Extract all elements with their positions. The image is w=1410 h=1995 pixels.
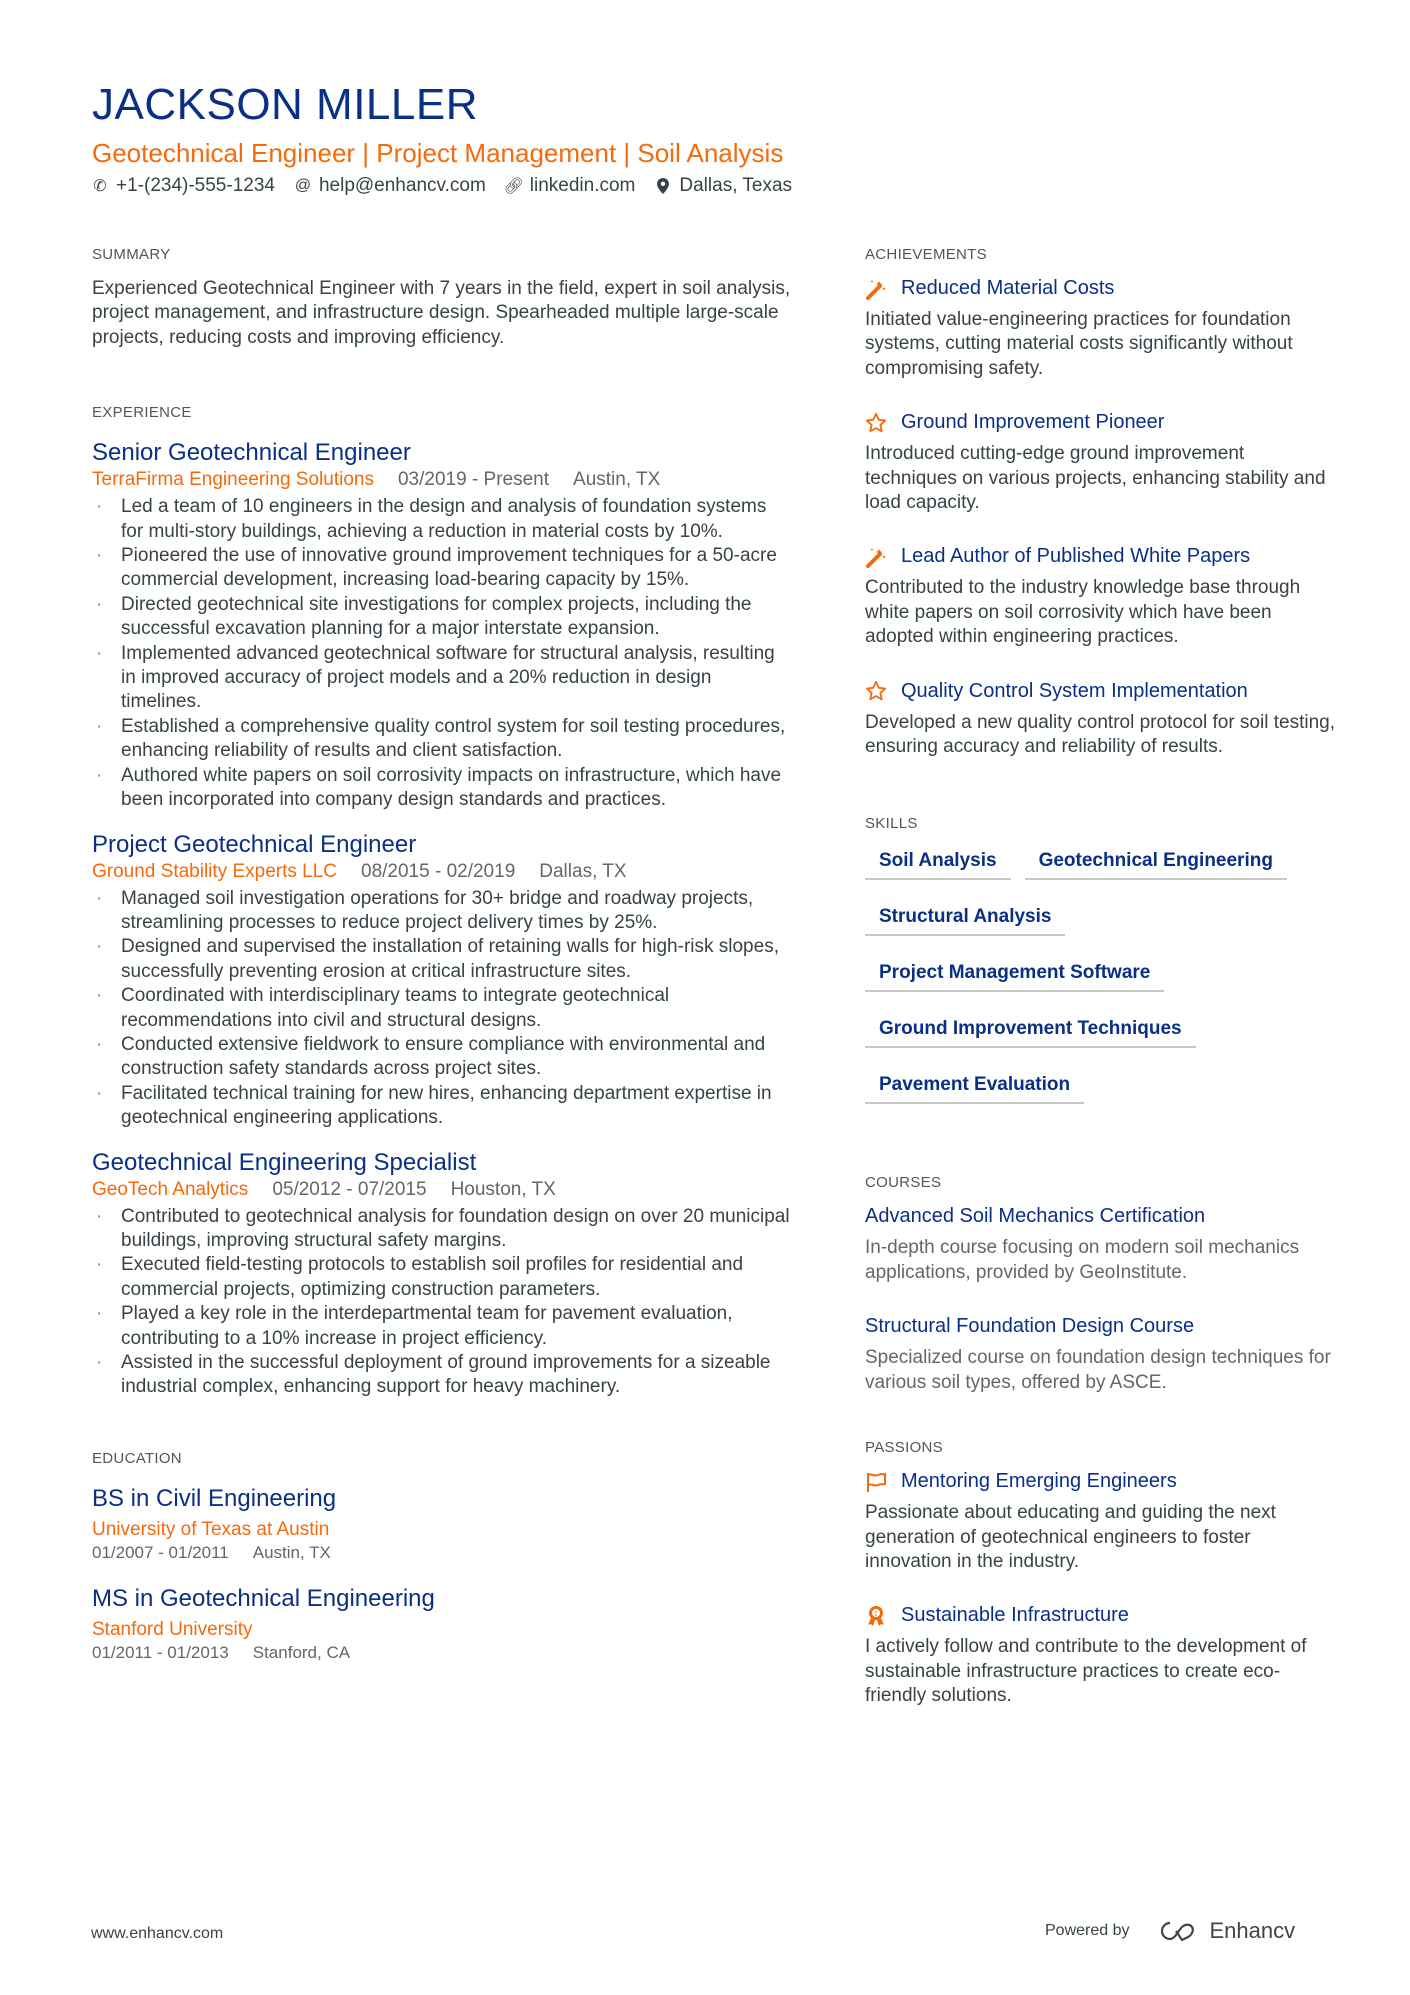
school-name: University of Texas at Austin — [92, 1518, 330, 1540]
company-name: TerraFirma Engineering Solutions — [92, 469, 374, 491]
job-bullet: · Assisted in the successful deployment of ground improvements for a sizeable industrial complex, enhancing support for heavy machinery. — [92, 1351, 792, 1400]
location-text: Dallas, Texas — [679, 175, 793, 196]
magic-wand-icon — [865, 546, 887, 568]
education-dates: 01/2011 - 01/2013 — [92, 1642, 229, 1662]
job-bullets — [92, 495, 792, 812]
contact-email[interactable] — [295, 175, 486, 197]
experience-list — [92, 439, 792, 1400]
summary-text: Experienced Geotechnical Engineer with 7 years in the field, expert in soil analysis, project management, and infrastructure design. Spearheaded multiple large-scale projects, reducing costs and improving efficiency. — [92, 278, 791, 348]
section-title-passions: PASSIONS — [865, 1439, 943, 1457]
star-icon — [865, 412, 887, 434]
magic-wand-icon — [865, 278, 887, 300]
job-title: Geotechnical Engineering Specialist — [92, 1148, 477, 1176]
skills-list — [865, 846, 1335, 1104]
school-name: Stanford University — [92, 1618, 253, 1640]
achievements-item — [865, 277, 1335, 381]
course-title: Advanced Soil Mechanics Certification — [865, 1205, 1206, 1228]
phone-text: +1-(234)-555-1234 — [116, 175, 275, 196]
course-description: In-depth course focusing on modern soil mechanics applications, provided by GeoInstitute. — [865, 1237, 1300, 1283]
passions-description: I actively follow and contribute to the development of sustainable infrastructure practices to create eco-friendly solutions. — [865, 1636, 1307, 1707]
skill-tag: Pavement Evaluation — [865, 1070, 1084, 1104]
courses-list — [865, 1205, 1335, 1395]
section-title-achievements: ACHIEVEMENTS — [865, 246, 987, 263]
left-column — [92, 246, 792, 1667]
passions-title: Mentoring Emerging Engineers — [901, 1470, 1177, 1493]
achievements-title: Ground Improvement Pioneer — [901, 411, 1165, 434]
education-list — [92, 1485, 792, 1663]
section-title-summary: SUMMARY — [92, 246, 171, 263]
powered-by-text: Powered by — [1045, 1922, 1130, 1939]
footer-branding — [1045, 1918, 1295, 1944]
course-title: Structural Foundation Design Course — [865, 1315, 1195, 1338]
job-bullet: · Coordinated with interdisciplinary teams to integrate geotechnical recommendations into civil and structural designs. — [92, 984, 792, 1033]
achievements-title: Quality Control System Implementation — [901, 679, 1248, 702]
achievements-description: Contributed to the industry knowledge base through white papers on soil corrosivity which have been adopted within engineering practices. — [865, 577, 1301, 648]
job-bullet: · Pioneered the use of innovative ground improvement techniques for a 50-acre commercial development, increasing load-bearing capacity by 15%. — [92, 544, 792, 593]
email-text[interactable]: help@enhancv.com — [318, 175, 486, 196]
job-bullet: · Authored white papers on soil corrosivity impacts on infrastructure, which have been incorporated into company design standards and practices. — [92, 764, 792, 813]
link-icon: 🔗︎ — [503, 178, 524, 195]
job-bullets — [92, 887, 792, 1131]
education-location: Stanford, CA — [252, 1642, 351, 1662]
achievements-description: Developed a new quality control protocol for soil testing, ensuring accuracy and reliability of results. — [865, 711, 1335, 758]
job-entry — [92, 1149, 792, 1400]
contact-bar — [92, 175, 792, 197]
job-bullet: · Led a team of 10 engineers in the design and analysis of foundation systems for multi-story buildings, achieving a reduction in material costs by 10%. — [92, 495, 792, 544]
education-location: Austin, TX — [252, 1542, 331, 1562]
course-item — [865, 1315, 1335, 1395]
course-item — [865, 1205, 1335, 1285]
achievements-description: Initiated value-engineering practices for foundation systems, cutting material costs significantly without compromising safety. — [865, 309, 1293, 379]
contact-location — [655, 175, 792, 197]
job-dates: 08/2015 - 02/2019 — [361, 860, 516, 882]
job-bullet: · Managed soil investigation operations for 30+ bridge and roadway projects, streamlining processes to reduce project delivery times by 25%. — [92, 887, 792, 936]
at-icon: @ — [294, 177, 312, 194]
job-location: Dallas, TX — [539, 860, 627, 882]
job-bullet: · Established a comprehensive quality control system for soil testing procedures, enhancing reliability of results and client satisfaction. — [92, 715, 792, 764]
job-dates: 03/2019 - Present — [397, 469, 550, 491]
section-title-education: EDUCATION — [92, 1449, 182, 1467]
course-description: Specialized course on foundation design techniques for various soil types, offered by ASCE. — [865, 1347, 1331, 1393]
job-bullet: · Conducted extensive fieldwork to ensure compliance with environmental and construction safety standards across project sites. — [92, 1033, 792, 1082]
linkedin-text[interactable]: linkedin.com — [529, 175, 636, 196]
section-title-experience: EXPERIENCE — [92, 404, 192, 422]
job-location: Austin, TX — [573, 469, 661, 491]
job-dates: 05/2012 - 07/2015 — [272, 1178, 427, 1200]
flag-icon — [865, 1471, 887, 1493]
achievements-description: Introduced cutting-edge ground improvement techniques on various projects, enhancing stability and load capacity. — [865, 443, 1326, 514]
contact-linkedin[interactable] — [503, 175, 636, 197]
contact-phone — [92, 175, 275, 197]
job-meta — [92, 469, 792, 491]
enhancv-logo-icon — [1156, 1919, 1202, 1943]
passions-title: Sustainable Infrastructure — [901, 1604, 1129, 1627]
achievements-title: Reduced Material Costs — [901, 277, 1115, 299]
enhancv-logo — [1156, 1918, 1296, 1944]
job-bullets — [92, 1205, 792, 1400]
job-bullet: · Implemented advanced geotechnical software for structural analysis, resulting in improved accuracy of project models and a 20% reduction in design timelines. — [92, 642, 792, 715]
job-entry — [92, 831, 792, 1131]
candidate-name: JACKSON MILLER — [92, 80, 478, 129]
section-title-courses: COURSES — [865, 1174, 942, 1192]
job-title: Senior Geotechnical Engineer — [92, 439, 411, 467]
degree: BS in Civil Engineering — [92, 1484, 337, 1512]
skill-tag: Ground Improvement Techniques — [865, 1014, 1196, 1048]
job-entry — [92, 439, 792, 812]
achievements-list — [865, 277, 1335, 759]
skill-tag: Soil Analysis — [865, 846, 1011, 880]
headline: Geotechnical Engineer | Project Management | Soil Analysis — [92, 138, 784, 168]
footer-website[interactable]: www.enhancv.com — [91, 1925, 224, 1942]
job-bullet: · Played a key role in the interdepartmental team for pavement evaluation, contributing to a 10% increase in project efficiency. — [92, 1302, 792, 1351]
star-icon — [865, 680, 887, 702]
education-dates: 01/2007 - 01/2011 — [92, 1542, 229, 1562]
right-column — [865, 246, 1335, 1739]
passions-item — [865, 1604, 1335, 1708]
passions-list — [865, 1470, 1335, 1708]
enhancv-brand-text: Enhancv — [1209, 1918, 1296, 1943]
location-icon — [655, 177, 671, 195]
job-meta — [92, 1179, 792, 1201]
job-meta — [92, 861, 792, 883]
job-location: Houston, TX — [450, 1178, 556, 1200]
skill-tag: Geotechnical Engineering — [1025, 846, 1287, 880]
skill-tag: Project Management Software — [865, 958, 1164, 992]
svg-text:1: 1 — [874, 1610, 878, 1618]
skill-tag: Structural Analysis — [865, 902, 1065, 936]
phone-icon: ✆ — [93, 178, 107, 195]
job-bullet: · Executed field-testing protocols to establish soil profiles for residential and commercial projects, optimizing construction parameters. — [92, 1253, 792, 1302]
passions-description: Passionate about educating and guiding the next generation of geotechnical engineers to foster innovation in the industry. — [865, 1502, 1276, 1572]
passions-item — [865, 1470, 1335, 1574]
company-name: GeoTech Analytics — [92, 1178, 249, 1200]
section-title-skills: SKILLS — [865, 815, 918, 833]
job-bullet: · Directed geotechnical site investigations for complex projects, including the successful excavation planning for a major interstate expansion. — [92, 593, 792, 642]
education-entry — [92, 1585, 792, 1663]
achievements-item — [865, 545, 1335, 649]
company-name: Ground Stability Experts LLC — [92, 860, 338, 882]
job-bullet: · Contributed to geotechnical analysis for foundation design on over 20 municipal buildings, improving structural safety margins. — [92, 1205, 792, 1254]
achievements-item — [865, 411, 1335, 515]
medal-icon — [865, 1605, 887, 1627]
job-bullet: · Designed and supervised the installation of retaining walls for high-risk slopes, successfully preventing erosion at critical infrastructure sites. — [92, 935, 792, 984]
job-title: Project Geotechnical Engineer — [92, 830, 417, 858]
achievements-item — [865, 680, 1335, 760]
achievements-title: Lead Author of Published White Papers — [901, 545, 1251, 568]
job-bullet: · Facilitated technical training for new hires, enhancing department expertise in geotechnical engineering applications. — [92, 1082, 792, 1131]
degree: MS in Geotechnical Engineering — [92, 1584, 435, 1612]
education-entry — [92, 1485, 792, 1563]
